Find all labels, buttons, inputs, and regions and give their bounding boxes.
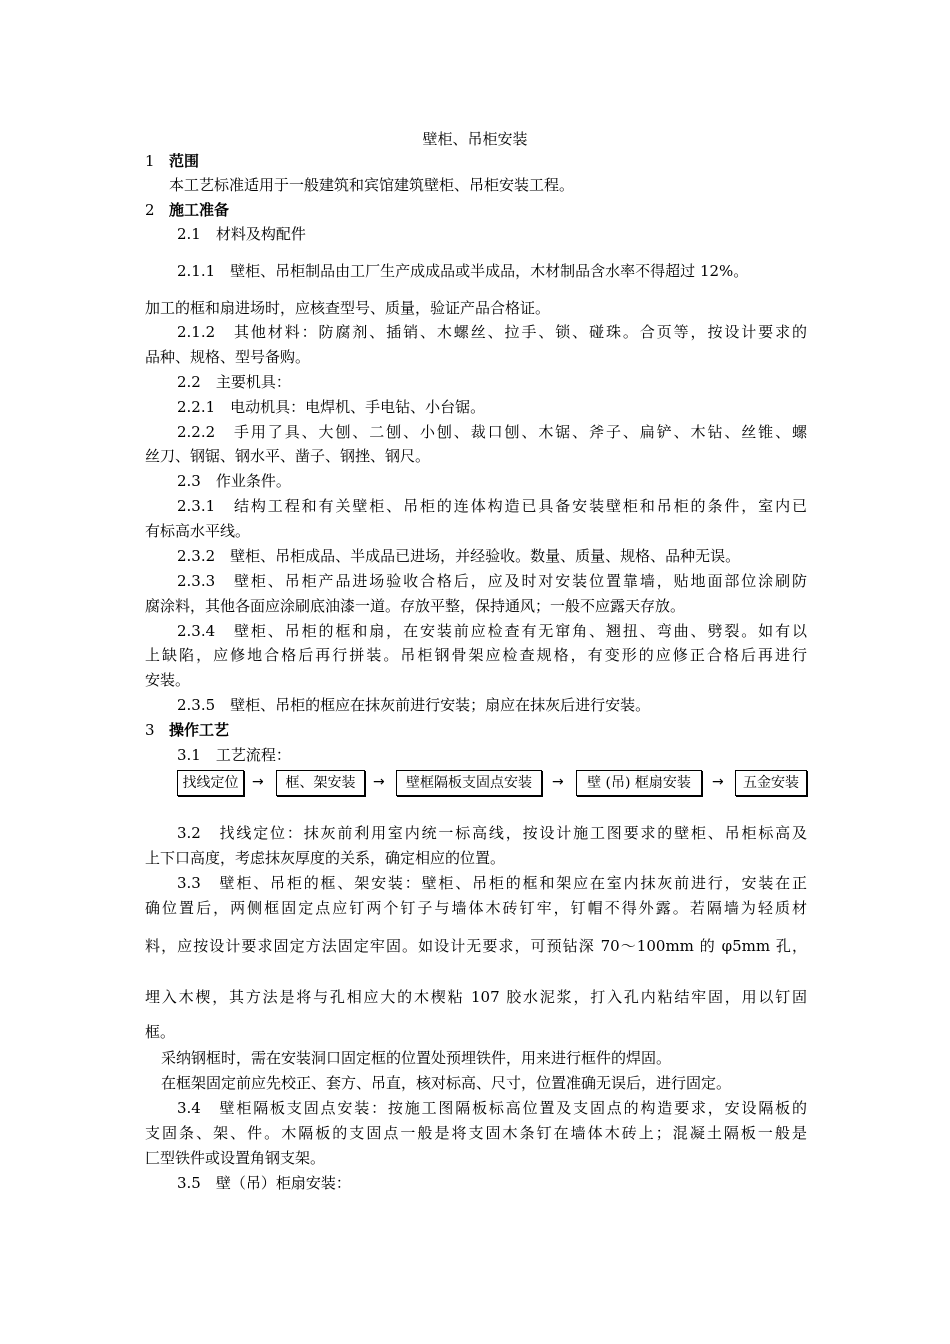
paragraph-2-1-1-line-2: 加工的框和扇进场时，应核查型号、质量，验证产品合格证。	[145, 299, 551, 317]
paragraph-2-2-2-line-2: 丝刀、钢锯、钢水平、凿子、钢挫、钢尺。	[145, 447, 431, 465]
paragraph-2-1-1-line-1: 2.1.1 壁柜、吊柜制品由工厂生产成成品或半成品，木材制品含水率不得超过 12%。	[177, 262, 749, 280]
paragraph-2-1: 2.1 材料及构配件	[177, 225, 306, 243]
process-flowchart	[177, 770, 809, 800]
paragraph-2-2: 2.2 主要机具：	[177, 373, 291, 391]
paragraph-3-3-line-2: 确位置后，两侧框固定点应钉两个钉子与墙体木砖钉牢，钉帽不得外露。若隔墙为轻质材	[145, 899, 807, 917]
paragraph-2-3-3-line-1: 2.3.3 壁柜、吊柜产品进场验收合格后，应及时对安装位置靠墙，贴地面部位涂刷防	[177, 572, 807, 590]
paragraph-2-3-1-line-2: 有标高水平线。	[145, 522, 251, 540]
paragraph-2-1-2-line-2: 品种、规格、型号备购。	[145, 348, 311, 366]
flow-arrow-icon: →	[552, 774, 564, 790]
paragraph-2-2-1: 2.2.1 电动机具：电焊机、手电钻、小台锯。	[177, 398, 486, 416]
paragraph-3-3-line-3: 料，应按设计要求固定方法固定牢固。如设计无要求，可预钻深 70～100mm 的 φ5mm 孔，	[145, 937, 807, 955]
paragraph-3-2-line-1: 3.2 找线定位：抹灰前利用室内统一标高线，按设计施工图要求的壁柜、吊柜标高及	[177, 824, 807, 842]
paragraph-2-3-5: 2.3.5 壁柜、吊柜的框应在抹灰前进行安装；扇应在抹灰后进行安装。	[177, 696, 651, 714]
paragraph-3-3-line-5: 框。	[145, 1023, 176, 1041]
paragraph-3-4-line-2: 支固条、架、件。木隔板的支固点一般是将支固木条钉在墙体木砖上；混凝土隔板一般是	[145, 1124, 807, 1142]
paragraph-2-2-2-line-1: 2.2.2 手用了具、大刨、二刨、小刨、裁口刨、木锯、斧子、扁铲、木钻、丝锥、螺	[177, 423, 807, 441]
paragraph-2-3-4-line-1: 2.3.4 壁柜、吊柜的框和扇，在安装前应检查有无窜角、翘扭、弯曲、劈裂。如有以	[177, 622, 807, 640]
section-1-number: 1	[145, 152, 155, 170]
paragraph-2-3-4-line-3: 安装。	[145, 671, 191, 689]
flow-step-3: 壁框隔板支固点安装	[396, 770, 542, 796]
paragraph-3-3-calibration: 在框架固定前应先校正、套方、吊直，核对标高、尺寸，位置准确无误后，进行固定。	[161, 1074, 732, 1092]
paragraph-2-3-2: 2.3.2 壁柜、吊柜成品、半成品已进场，并经验收。数量、质量、规格、品种无误。	[177, 547, 741, 565]
flow-step-5: 五金安装	[735, 770, 807, 796]
paragraph-3-5: 3.5 壁（吊）柜扇安装：	[177, 1174, 351, 1192]
paragraph-2-3-3-line-2: 腐涂料，其他各面应涂刷底油漆一道。存放平整，保持通风；一般不应露天存放。	[145, 597, 686, 615]
paragraph-3-2-line-2: 上下口高度，考虑抹灰厚度的关系，确定相应的位置。	[145, 849, 506, 867]
paragraph-3-3-steel-frame: 采纳钢框时，需在安装洞口固定框的位置处预埋铁件，用来进行框件的焊固。	[161, 1049, 672, 1067]
section-3-heading: 操作工艺	[169, 721, 230, 739]
paragraph-2-3-1-line-1: 2.3.1 结构工程和有关壁柜、吊柜的连体构造已具备安装壁柜和吊柜的条件，室内已	[177, 497, 807, 515]
section-2-heading: 施工准备	[169, 201, 230, 219]
paragraph-3-3-line-4: 埋入木楔，其方法是将与孔相应大的木楔粘 107 胶水泥浆，打入孔内粘结牢固，用以钉固	[145, 988, 807, 1006]
document-title: 壁柜、吊柜安装	[422, 130, 528, 148]
flow-arrow-icon: →	[373, 774, 385, 790]
section-3-number: 3	[145, 721, 155, 739]
section-1-body: 本工艺标准适用于一般建筑和宾馆建筑壁柜、吊柜安装工程。	[169, 176, 575, 194]
paragraph-3-3-line-1: 3.3 壁柜、吊柜的框、架安装：壁柜、吊柜的框和架应在室内抹灰前进行，安装在正	[177, 874, 807, 892]
section-1-heading: 范围	[169, 152, 200, 170]
paragraph-2-3-4-line-2: 上缺陷，应修地合格后再行拼装。吊柜钢骨架应检查规格，有变形的应修正合格后再进行	[145, 646, 807, 664]
flow-step-4: 壁 (吊) 框扇安装	[576, 770, 702, 796]
paragraph-2-1-2-line-1: 2.1.2 其他材料：防腐剂、插销、木螺丝、拉手、锁、碰珠。合页等，按设计要求的	[177, 323, 807, 341]
flow-step-1: 找线定位	[177, 770, 244, 796]
paragraph-2-3: 2.3 作业条件。	[177, 472, 291, 490]
paragraph-3-1: 3.1 工艺流程：	[177, 746, 291, 764]
paragraph-3-4-line-3: 匚型铁件或设置角钢支架。	[145, 1149, 326, 1167]
flow-step-2: 框、架安装	[276, 770, 365, 796]
flow-arrow-icon: →	[712, 774, 724, 790]
section-2-number: 2	[145, 201, 155, 219]
flow-arrow-icon: →	[252, 774, 264, 790]
paragraph-3-4-line-1: 3.4 壁柜隔板支固点安装：按施工图隔板标高位置及支固点的构造要求，安设隔板的	[177, 1099, 807, 1117]
